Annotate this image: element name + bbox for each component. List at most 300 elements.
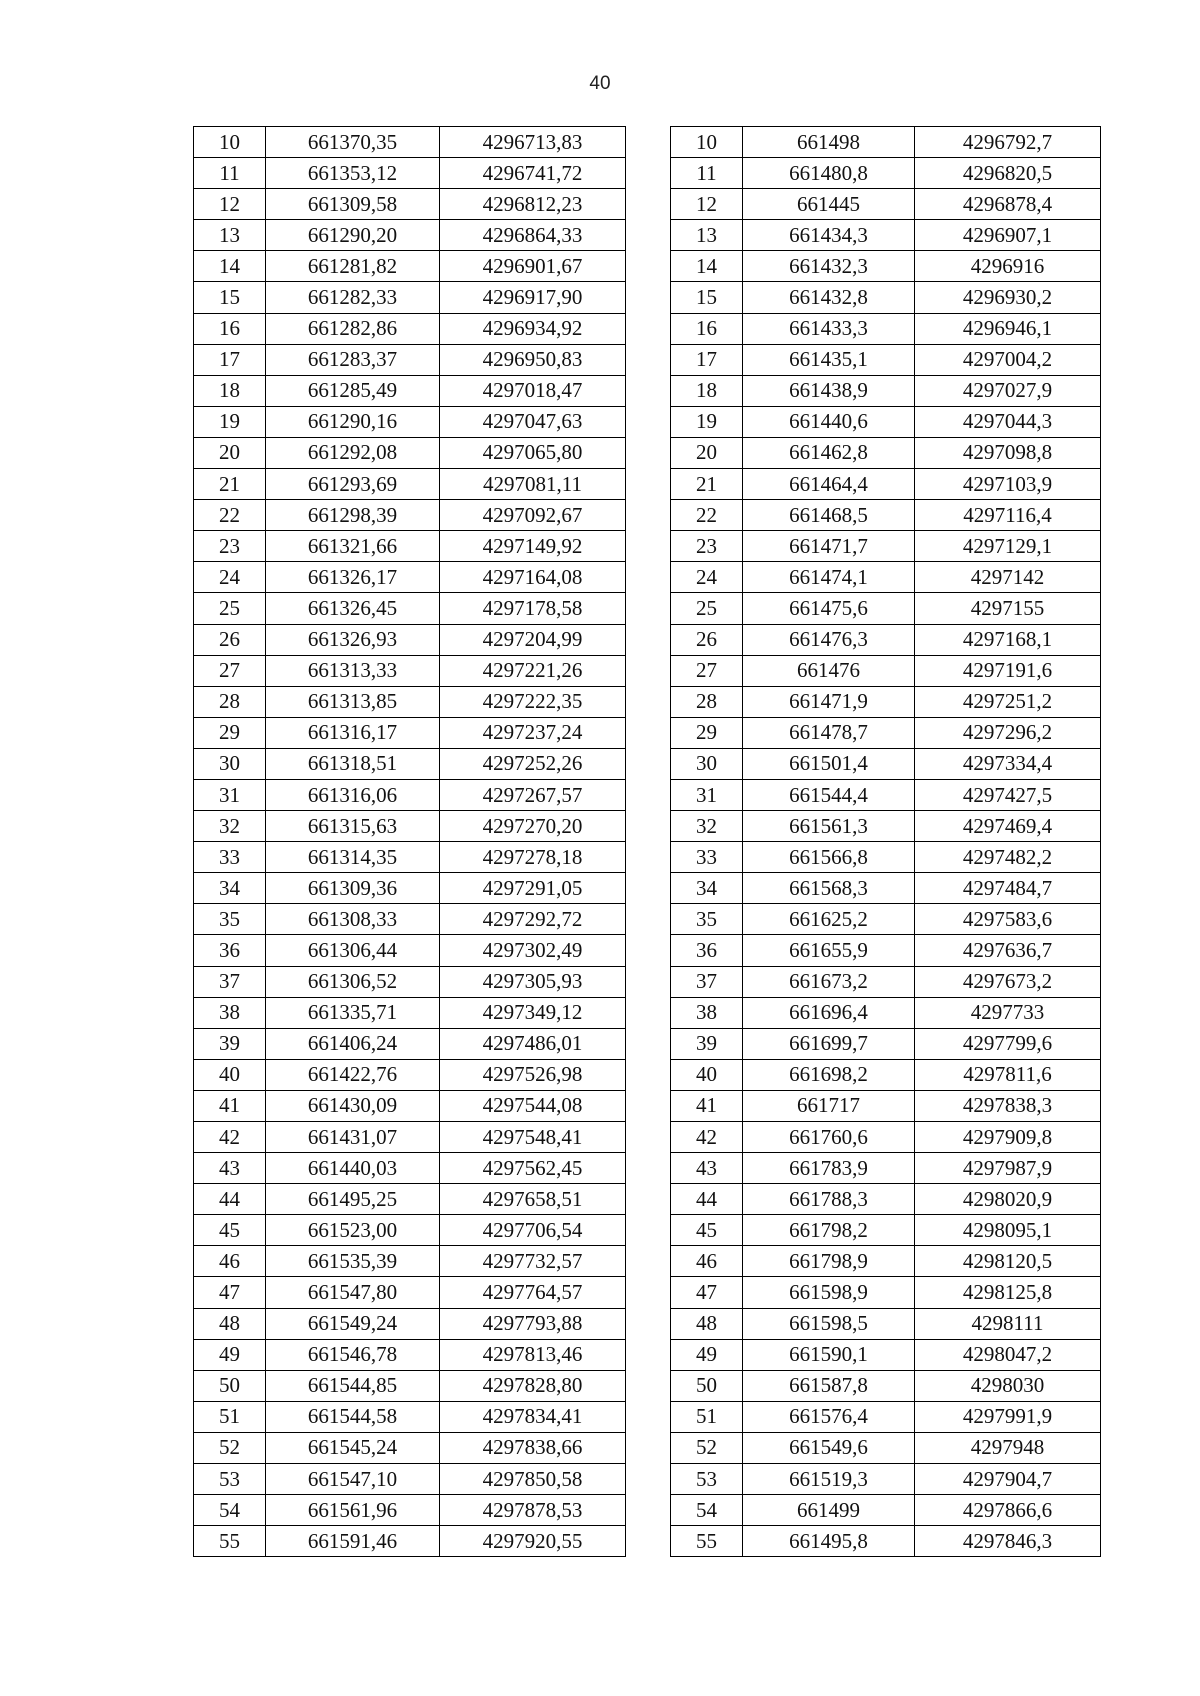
- point-number-cell: 14: [671, 251, 743, 282]
- point-number-cell: 13: [671, 220, 743, 251]
- table-row: [194, 935, 626, 966]
- table-row: [671, 624, 1101, 655]
- y-coordinate-cell: 4297793,88: [440, 1308, 626, 1339]
- point-number-cell: 40: [671, 1059, 743, 1090]
- table-row: [194, 251, 626, 282]
- point-number-cell: 15: [671, 282, 743, 313]
- y-coordinate-cell: 4297764,57: [440, 1277, 626, 1308]
- table-row: [194, 1246, 626, 1277]
- y-coordinate-cell: 4297291,05: [440, 873, 626, 904]
- table-row: [194, 779, 626, 810]
- x-coordinate-cell: 661501,4: [743, 748, 915, 779]
- table-row: [671, 469, 1101, 500]
- x-coordinate-cell: 661445: [743, 189, 915, 220]
- x-coordinate-cell: 661696,4: [743, 997, 915, 1028]
- y-coordinate-cell: 4297142: [915, 562, 1101, 593]
- y-coordinate-cell: 4297305,93: [440, 966, 626, 997]
- point-number-cell: 28: [194, 686, 266, 717]
- y-coordinate-cell: 4297904,7: [915, 1464, 1101, 1495]
- table-row: [194, 1215, 626, 1246]
- y-coordinate-cell: 4297027,9: [915, 375, 1101, 406]
- y-coordinate-cell: 4298095,1: [915, 1215, 1101, 1246]
- table-row: [671, 842, 1101, 873]
- x-coordinate-cell: 661438,9: [743, 375, 915, 406]
- table-row: [671, 344, 1101, 375]
- x-coordinate-cell: 661315,63: [266, 811, 440, 842]
- y-coordinate-cell: 4297948: [915, 1432, 1101, 1463]
- x-coordinate-cell: 661298,39: [266, 500, 440, 531]
- y-coordinate-cell: 4297811,6: [915, 1059, 1101, 1090]
- table-row: [671, 282, 1101, 313]
- coordinates-table-right: [670, 126, 1101, 1557]
- table-row: [671, 1184, 1101, 1215]
- point-number-cell: 29: [671, 717, 743, 748]
- y-coordinate-cell: 4297866,6: [915, 1495, 1101, 1526]
- table-row: [671, 1308, 1101, 1339]
- point-number-cell: 53: [194, 1464, 266, 1495]
- point-number-cell: 34: [671, 873, 743, 904]
- x-coordinate-cell: 661306,44: [266, 935, 440, 966]
- x-coordinate-cell: 661549,24: [266, 1308, 440, 1339]
- point-number-cell: 25: [671, 593, 743, 624]
- x-coordinate-cell: 661464,4: [743, 469, 915, 500]
- y-coordinate-cell: 4297991,9: [915, 1401, 1101, 1432]
- table-row: [671, 717, 1101, 748]
- point-number-cell: 33: [671, 842, 743, 873]
- x-coordinate-cell: 661285,49: [266, 375, 440, 406]
- y-coordinate-cell: 4296713,83: [440, 127, 626, 158]
- y-coordinate-cell: 4297278,18: [440, 842, 626, 873]
- table-row: [194, 1277, 626, 1308]
- x-coordinate-cell: 661316,17: [266, 717, 440, 748]
- point-number-cell: 47: [671, 1277, 743, 1308]
- x-coordinate-cell: 661717: [743, 1090, 915, 1121]
- x-coordinate-cell: 661475,6: [743, 593, 915, 624]
- y-coordinate-cell: 4296741,72: [440, 158, 626, 189]
- point-number-cell: 21: [671, 469, 743, 500]
- table-row: [671, 1339, 1101, 1370]
- table-row: [194, 842, 626, 873]
- x-coordinate-cell: 661519,3: [743, 1464, 915, 1495]
- point-number-cell: 24: [671, 562, 743, 593]
- x-coordinate-cell: 661561,3: [743, 811, 915, 842]
- point-number-cell: 37: [671, 966, 743, 997]
- x-coordinate-cell: 661290,20: [266, 220, 440, 251]
- y-coordinate-cell: 4297732,57: [440, 1246, 626, 1277]
- y-coordinate-cell: 4296916: [915, 251, 1101, 282]
- x-coordinate-cell: 661281,82: [266, 251, 440, 282]
- table-row: [671, 1277, 1101, 1308]
- y-coordinate-cell: 4297334,4: [915, 748, 1101, 779]
- x-coordinate-cell: 661422,76: [266, 1059, 440, 1090]
- point-number-cell: 48: [671, 1308, 743, 1339]
- x-coordinate-cell: 661523,00: [266, 1215, 440, 1246]
- x-coordinate-cell: 661308,33: [266, 904, 440, 935]
- x-coordinate-cell: 661431,07: [266, 1122, 440, 1153]
- table-row: [194, 1090, 626, 1121]
- x-coordinate-cell: 661625,2: [743, 904, 915, 935]
- y-coordinate-cell: 4297081,11: [440, 469, 626, 500]
- x-coordinate-cell: 661306,52: [266, 966, 440, 997]
- table-row: [671, 127, 1101, 158]
- point-number-cell: 10: [194, 127, 266, 158]
- y-coordinate-cell: 4297292,72: [440, 904, 626, 935]
- table-row: [671, 779, 1101, 810]
- point-number-cell: 30: [671, 748, 743, 779]
- point-number-cell: 19: [671, 406, 743, 437]
- table-row: [671, 1526, 1101, 1557]
- x-coordinate-cell: 661440,6: [743, 406, 915, 437]
- y-coordinate-cell: 4297168,1: [915, 624, 1101, 655]
- y-coordinate-cell: 4297221,26: [440, 655, 626, 686]
- table-row: [671, 1122, 1101, 1153]
- x-coordinate-cell: 661326,17: [266, 562, 440, 593]
- y-coordinate-cell: 4297044,3: [915, 406, 1101, 437]
- point-number-cell: 31: [194, 779, 266, 810]
- x-coordinate-cell: 661353,12: [266, 158, 440, 189]
- point-number-cell: 35: [671, 904, 743, 935]
- x-coordinate-cell: 661547,80: [266, 1277, 440, 1308]
- point-number-cell: 20: [194, 437, 266, 468]
- point-number-cell: 24: [194, 562, 266, 593]
- point-number-cell: 23: [671, 531, 743, 562]
- y-coordinate-cell: 4297204,99: [440, 624, 626, 655]
- table-row: [671, 873, 1101, 904]
- y-coordinate-cell: 4298030: [915, 1370, 1101, 1401]
- point-number-cell: 44: [671, 1184, 743, 1215]
- point-number-cell: 51: [671, 1401, 743, 1432]
- x-coordinate-cell: 661591,46: [266, 1526, 440, 1557]
- point-number-cell: 40: [194, 1059, 266, 1090]
- point-number-cell: 46: [671, 1246, 743, 1277]
- point-number-cell: 51: [194, 1401, 266, 1432]
- point-number-cell: 32: [671, 811, 743, 842]
- y-coordinate-cell: 4297349,12: [440, 997, 626, 1028]
- point-number-cell: 43: [671, 1153, 743, 1184]
- y-coordinate-cell: 4297878,53: [440, 1495, 626, 1526]
- y-coordinate-cell: 4297548,41: [440, 1122, 626, 1153]
- point-number-cell: 36: [671, 935, 743, 966]
- point-number-cell: 48: [194, 1308, 266, 1339]
- x-coordinate-cell: 661535,39: [266, 1246, 440, 1277]
- y-coordinate-cell: 4297251,2: [915, 686, 1101, 717]
- y-coordinate-cell: 4298120,5: [915, 1246, 1101, 1277]
- x-coordinate-cell: 661406,24: [266, 1028, 440, 1059]
- y-coordinate-cell: 4297486,01: [440, 1028, 626, 1059]
- x-coordinate-cell: 661590,1: [743, 1339, 915, 1370]
- point-number-cell: 45: [671, 1215, 743, 1246]
- point-number-cell: 33: [194, 842, 266, 873]
- point-number-cell: 15: [194, 282, 266, 313]
- point-number-cell: 50: [671, 1370, 743, 1401]
- x-coordinate-cell: 661321,66: [266, 531, 440, 562]
- y-coordinate-cell: 4297673,2: [915, 966, 1101, 997]
- point-number-cell: 17: [671, 344, 743, 375]
- x-coordinate-cell: 661498: [743, 127, 915, 158]
- table-row: [671, 593, 1101, 624]
- point-number-cell: 41: [194, 1090, 266, 1121]
- point-number-cell: 18: [671, 375, 743, 406]
- table-row: [671, 251, 1101, 282]
- point-number-cell: 18: [194, 375, 266, 406]
- point-number-cell: 22: [194, 500, 266, 531]
- table-row: [671, 1028, 1101, 1059]
- point-number-cell: 28: [671, 686, 743, 717]
- x-coordinate-cell: 661292,08: [266, 437, 440, 468]
- x-coordinate-cell: 661655,9: [743, 935, 915, 966]
- x-coordinate-cell: 661313,85: [266, 686, 440, 717]
- point-number-cell: 29: [194, 717, 266, 748]
- y-coordinate-cell: 4297706,54: [440, 1215, 626, 1246]
- x-coordinate-cell: 661432,3: [743, 251, 915, 282]
- table-row: [194, 1464, 626, 1495]
- point-number-cell: 17: [194, 344, 266, 375]
- point-number-cell: 52: [671, 1432, 743, 1463]
- x-coordinate-cell: 661309,58: [266, 189, 440, 220]
- x-coordinate-cell: 661433,3: [743, 313, 915, 344]
- table-row: [671, 1246, 1101, 1277]
- table-row: [194, 873, 626, 904]
- table-row: [671, 655, 1101, 686]
- point-number-cell: 47: [194, 1277, 266, 1308]
- table-row: [194, 469, 626, 500]
- y-coordinate-cell: 4297469,4: [915, 811, 1101, 842]
- table-row: [194, 997, 626, 1028]
- point-number-cell: 19: [194, 406, 266, 437]
- point-number-cell: 16: [671, 313, 743, 344]
- table-row: [194, 1153, 626, 1184]
- x-coordinate-cell: 661783,9: [743, 1153, 915, 1184]
- y-coordinate-cell: 4297482,2: [915, 842, 1101, 873]
- table-row: [671, 935, 1101, 966]
- point-number-cell: 13: [194, 220, 266, 251]
- point-number-cell: 49: [194, 1339, 266, 1370]
- y-coordinate-cell: 4297116,4: [915, 500, 1101, 531]
- x-coordinate-cell: 661326,45: [266, 593, 440, 624]
- y-coordinate-cell: 4296901,67: [440, 251, 626, 282]
- x-coordinate-cell: 661544,85: [266, 1370, 440, 1401]
- table-row: [194, 1059, 626, 1090]
- table-row: [671, 997, 1101, 1028]
- table-row: [194, 531, 626, 562]
- point-number-cell: 42: [194, 1122, 266, 1153]
- y-coordinate-cell: 4296820,5: [915, 158, 1101, 189]
- point-number-cell: 20: [671, 437, 743, 468]
- y-coordinate-cell: 4298047,2: [915, 1339, 1101, 1370]
- coordinates-table-right-body: [671, 127, 1101, 1557]
- x-coordinate-cell: 661474,1: [743, 562, 915, 593]
- point-number-cell: 21: [194, 469, 266, 500]
- y-coordinate-cell: 4297065,80: [440, 437, 626, 468]
- y-coordinate-cell: 4297484,7: [915, 873, 1101, 904]
- point-number-cell: 31: [671, 779, 743, 810]
- x-coordinate-cell: 661699,7: [743, 1028, 915, 1059]
- table-row: [671, 966, 1101, 997]
- y-coordinate-cell: 4297004,2: [915, 344, 1101, 375]
- y-coordinate-cell: 4296792,7: [915, 127, 1101, 158]
- point-number-cell: 55: [194, 1526, 266, 1557]
- point-number-cell: 35: [194, 904, 266, 935]
- y-coordinate-cell: 4296864,33: [440, 220, 626, 251]
- y-coordinate-cell: 4296812,23: [440, 189, 626, 220]
- point-number-cell: 55: [671, 1526, 743, 1557]
- point-number-cell: 23: [194, 531, 266, 562]
- point-number-cell: 27: [671, 655, 743, 686]
- y-coordinate-cell: 4297987,9: [915, 1153, 1101, 1184]
- point-number-cell: 50: [194, 1370, 266, 1401]
- x-coordinate-cell: 661798,2: [743, 1215, 915, 1246]
- table-row: [194, 562, 626, 593]
- x-coordinate-cell: 661798,9: [743, 1246, 915, 1277]
- point-number-cell: 10: [671, 127, 743, 158]
- table-row: [194, 158, 626, 189]
- x-coordinate-cell: 661598,9: [743, 1277, 915, 1308]
- y-coordinate-cell: 4297526,98: [440, 1059, 626, 1090]
- x-coordinate-cell: 661290,16: [266, 406, 440, 437]
- table-row: [671, 1464, 1101, 1495]
- x-coordinate-cell: 661309,36: [266, 873, 440, 904]
- coordinates-table-left: [193, 126, 626, 1557]
- x-coordinate-cell: 661282,33: [266, 282, 440, 313]
- x-coordinate-cell: 661314,35: [266, 842, 440, 873]
- table-row: [671, 811, 1101, 842]
- x-coordinate-cell: 661587,8: [743, 1370, 915, 1401]
- y-coordinate-cell: 4297129,1: [915, 531, 1101, 562]
- y-coordinate-cell: 4297018,47: [440, 375, 626, 406]
- x-coordinate-cell: 661478,7: [743, 717, 915, 748]
- point-number-cell: 38: [194, 997, 266, 1028]
- table-row: [194, 593, 626, 624]
- y-coordinate-cell: 4297838,66: [440, 1432, 626, 1463]
- table-row: [671, 686, 1101, 717]
- point-number-cell: 39: [194, 1028, 266, 1059]
- x-coordinate-cell: 661462,8: [743, 437, 915, 468]
- point-number-cell: 49: [671, 1339, 743, 1370]
- table-row: [194, 717, 626, 748]
- y-coordinate-cell: 4297562,45: [440, 1153, 626, 1184]
- y-coordinate-cell: 4297237,24: [440, 717, 626, 748]
- table-row: [671, 1153, 1101, 1184]
- table-row: [671, 313, 1101, 344]
- point-number-cell: 44: [194, 1184, 266, 1215]
- table-row: [194, 624, 626, 655]
- y-coordinate-cell: 4297733: [915, 997, 1101, 1028]
- table-row: [194, 966, 626, 997]
- point-number-cell: 26: [671, 624, 743, 655]
- y-coordinate-cell: 4297846,3: [915, 1526, 1101, 1557]
- point-number-cell: 16: [194, 313, 266, 344]
- y-coordinate-cell: 4296950,83: [440, 344, 626, 375]
- table-row: [194, 127, 626, 158]
- table-row: [671, 1215, 1101, 1246]
- y-coordinate-cell: 4297092,67: [440, 500, 626, 531]
- table-row: [194, 686, 626, 717]
- table-row: [671, 748, 1101, 779]
- table-row: [194, 1028, 626, 1059]
- x-coordinate-cell: 661282,86: [266, 313, 440, 344]
- x-coordinate-cell: 661495,8: [743, 1526, 915, 1557]
- table-row: [671, 1059, 1101, 1090]
- point-number-cell: 25: [194, 593, 266, 624]
- x-coordinate-cell: 661283,37: [266, 344, 440, 375]
- x-coordinate-cell: 661471,9: [743, 686, 915, 717]
- y-coordinate-cell: 4296946,1: [915, 313, 1101, 344]
- y-coordinate-cell: 4297296,2: [915, 717, 1101, 748]
- x-coordinate-cell: 661468,5: [743, 500, 915, 531]
- table-row: [671, 220, 1101, 251]
- y-coordinate-cell: 4298125,8: [915, 1277, 1101, 1308]
- point-number-cell: 11: [194, 158, 266, 189]
- x-coordinate-cell: 661316,06: [266, 779, 440, 810]
- point-number-cell: 14: [194, 251, 266, 282]
- table-row: [671, 531, 1101, 562]
- x-coordinate-cell: 661544,58: [266, 1401, 440, 1432]
- table-row: [671, 437, 1101, 468]
- table-row: [671, 904, 1101, 935]
- x-coordinate-cell: 661435,1: [743, 344, 915, 375]
- x-coordinate-cell: 661698,2: [743, 1059, 915, 1090]
- x-coordinate-cell: 661545,24: [266, 1432, 440, 1463]
- x-coordinate-cell: 661313,33: [266, 655, 440, 686]
- y-coordinate-cell: 4297909,8: [915, 1122, 1101, 1153]
- x-coordinate-cell: 661788,3: [743, 1184, 915, 1215]
- table-row: [194, 500, 626, 531]
- y-coordinate-cell: 4297103,9: [915, 469, 1101, 500]
- x-coordinate-cell: 661495,25: [266, 1184, 440, 1215]
- y-coordinate-cell: 4297799,6: [915, 1028, 1101, 1059]
- x-coordinate-cell: 661760,6: [743, 1122, 915, 1153]
- x-coordinate-cell: 661568,3: [743, 873, 915, 904]
- point-number-cell: 39: [671, 1028, 743, 1059]
- table-row: [194, 189, 626, 220]
- y-coordinate-cell: 4296878,4: [915, 189, 1101, 220]
- table-row: [194, 1432, 626, 1463]
- table-row: [671, 375, 1101, 406]
- y-coordinate-cell: 4297222,35: [440, 686, 626, 717]
- point-number-cell: 43: [194, 1153, 266, 1184]
- y-coordinate-cell: 4296907,1: [915, 220, 1101, 251]
- x-coordinate-cell: 661546,78: [266, 1339, 440, 1370]
- y-coordinate-cell: 4297813,46: [440, 1339, 626, 1370]
- x-coordinate-cell: 661566,8: [743, 842, 915, 873]
- y-coordinate-cell: 4297252,26: [440, 748, 626, 779]
- x-coordinate-cell: 661561,96: [266, 1495, 440, 1526]
- y-coordinate-cell: 4297098,8: [915, 437, 1101, 468]
- x-coordinate-cell: 661476: [743, 655, 915, 686]
- y-coordinate-cell: 4297267,57: [440, 779, 626, 810]
- y-coordinate-cell: 4297047,63: [440, 406, 626, 437]
- point-number-cell: 41: [671, 1090, 743, 1121]
- table-row: [671, 1495, 1101, 1526]
- y-coordinate-cell: 4297920,55: [440, 1526, 626, 1557]
- y-coordinate-cell: 4297544,08: [440, 1090, 626, 1121]
- table-row: [194, 344, 626, 375]
- x-coordinate-cell: 661673,2: [743, 966, 915, 997]
- y-coordinate-cell: 4296930,2: [915, 282, 1101, 313]
- table-row: [194, 375, 626, 406]
- table-row: [671, 1090, 1101, 1121]
- point-number-cell: 11: [671, 158, 743, 189]
- x-coordinate-cell: 661318,51: [266, 748, 440, 779]
- y-coordinate-cell: 4297427,5: [915, 779, 1101, 810]
- x-coordinate-cell: 661499: [743, 1495, 915, 1526]
- x-coordinate-cell: 661576,4: [743, 1401, 915, 1432]
- table-row: [671, 562, 1101, 593]
- point-number-cell: 37: [194, 966, 266, 997]
- x-coordinate-cell: 661430,09: [266, 1090, 440, 1121]
- table-row: [194, 1526, 626, 1557]
- table-row: [194, 748, 626, 779]
